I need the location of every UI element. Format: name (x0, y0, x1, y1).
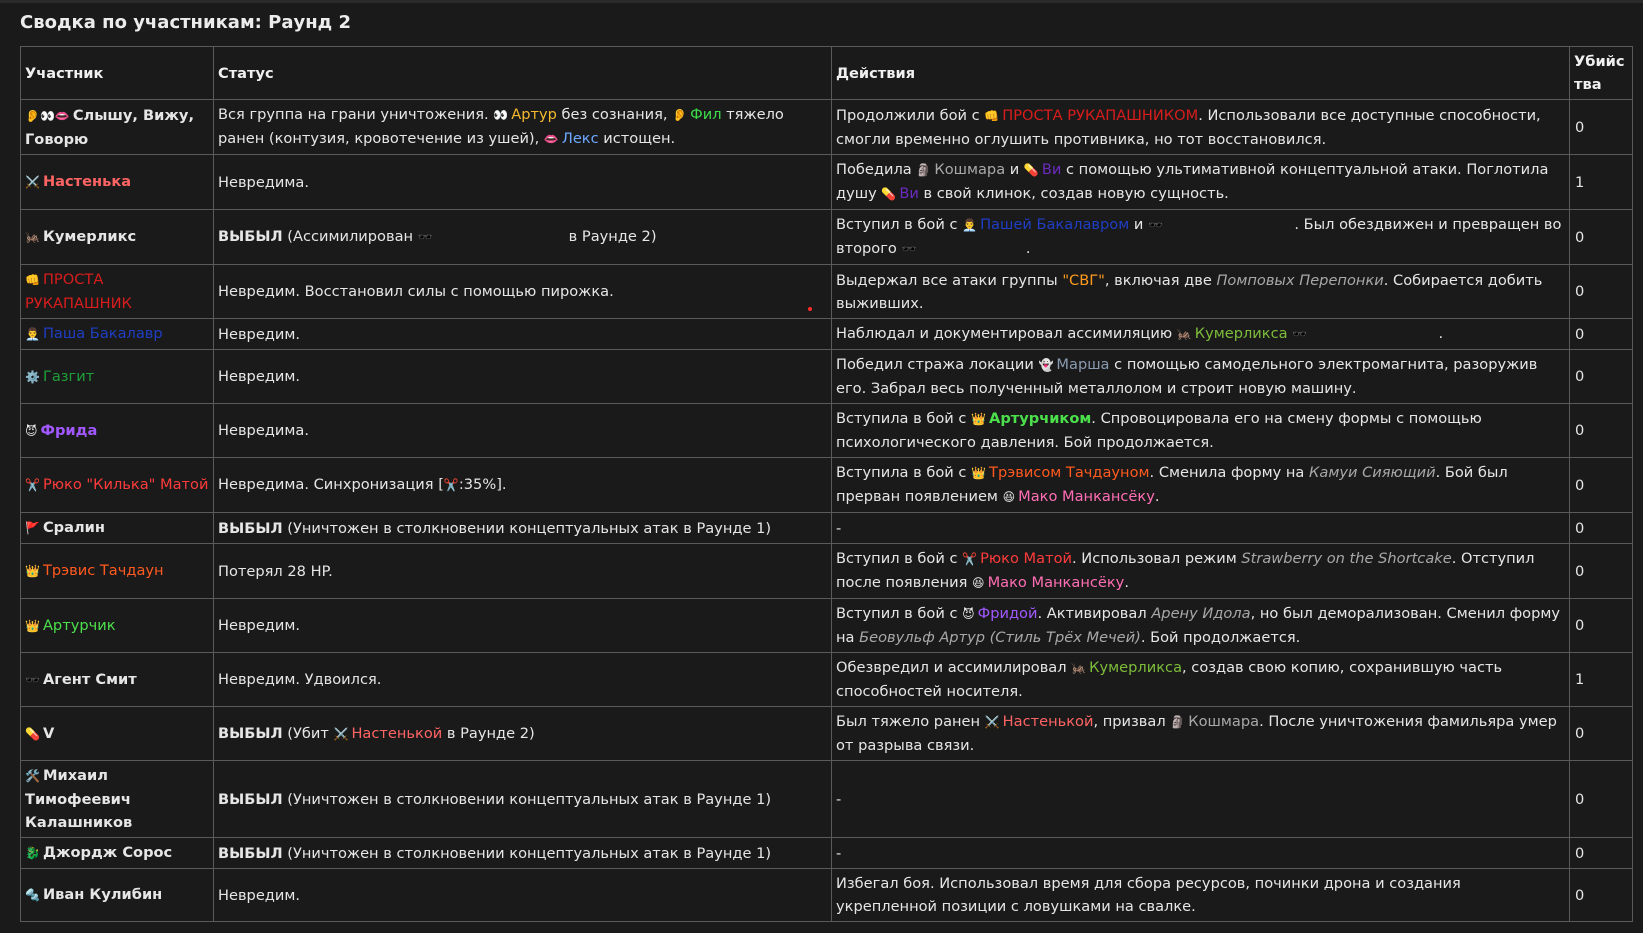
participant-name: Агент Смит (42, 670, 137, 688)
actions-text: . Бой был прерван появлением (836, 464, 1508, 505)
participant-name: Трэвис Тачдаун (42, 562, 164, 579)
table-row (21, 513, 1633, 544)
sunglasses-icon: 🕶️ (1148, 218, 1163, 232)
actions-text: . После уничтожения фамильяра умер от разрыва связи. (836, 713, 1557, 754)
top-divider (0, 0, 1643, 3)
cricket-icon: 🦗 (1071, 661, 1087, 675)
table-row (21, 155, 1633, 210)
fist-icon: 👊 (984, 108, 1000, 123)
status-text: в Раунде 2) (564, 228, 657, 245)
kills-cell: 0 (1570, 350, 1633, 404)
mention-nastenka: Настенькой (351, 724, 443, 742)
kills-cell: 1 (1570, 155, 1633, 210)
scissors-icon: ✂️ (962, 552, 978, 566)
actions-cell: - (832, 761, 1570, 838)
italic-term: Арену Идола (1151, 605, 1251, 622)
laughing-face-icon: 😆 (972, 576, 985, 590)
sunglasses-icon: 🕶️ (417, 230, 433, 244)
participant-cell (21, 761, 214, 838)
fist-icon: 👊 (25, 273, 40, 287)
actions-text: Вступил в бой с (836, 550, 963, 567)
mention-leks: Лекс (561, 130, 599, 147)
participant-cell (21, 350, 214, 404)
moai-icon: 🗿 (916, 163, 932, 177)
participant-cell (21, 599, 214, 653)
italic-term: Камуи Сияющий (1309, 464, 1436, 481)
mention-fil: Фил (690, 106, 722, 123)
mention-frida: Фридой (977, 605, 1038, 622)
actions-cell (832, 653, 1570, 707)
ear-icon: 👂 (672, 108, 688, 122)
mention-travis: Трэвисом Тачдауном (989, 464, 1150, 481)
eliminated-label: ВЫБЫЛ (218, 790, 283, 808)
participant-cell (21, 100, 214, 155)
crossed-swords-icon: ⚔️ (25, 175, 40, 189)
laughing-face-icon: 😆 (1002, 490, 1016, 504)
actions-text: , включая две (1104, 271, 1217, 289)
actions-text: и (1005, 161, 1024, 178)
participant-name: Кумерликс (42, 228, 137, 245)
status-text: тяжело ранен (контузия, кровотечение из ушей), (218, 106, 784, 147)
participant-name: Слышу, Вижу, Говорю (25, 106, 194, 148)
actions-cell (832, 707, 1570, 761)
status-cell: Невредим. Восстановил силы с помощью пирожка. (214, 265, 832, 319)
participant-cell (21, 458, 214, 513)
italic-term: Strawberry on the Shortcake (1241, 550, 1452, 567)
table-row (21, 350, 1633, 404)
actions-text: . Бой продолжается. (1140, 629, 1301, 646)
participant-name: Сралин (42, 519, 105, 536)
actions-cell (832, 458, 1570, 513)
actions-text: . Сменила форму на (1149, 464, 1310, 481)
kills-cell: 0 (1570, 100, 1633, 155)
actions-text: Продолжили бой с (836, 106, 985, 124)
mention-koshmar: Кошмара (934, 161, 1006, 178)
page-title: Сводка по участникам: Раунд 2 (20, 12, 351, 33)
table-row (21, 544, 1633, 599)
kills-cell: 0 (1570, 210, 1633, 265)
actions-cell (832, 210, 1570, 265)
header-kills: Убийства (1570, 47, 1633, 100)
status-cell (214, 707, 832, 761)
table-header-row (21, 47, 1633, 100)
red-flag-icon: 🚩 (25, 521, 40, 535)
participant-cell (21, 155, 214, 210)
actions-text: . Использовали все доступные способности, смогли временно оглушить противника, но тот восстановился. (836, 106, 1541, 148)
header-participant: Участник (21, 47, 214, 100)
participant-cell (21, 544, 214, 599)
actions-text: с помощью ультимативной концептуальной атаки. Поглотила душу (836, 161, 1549, 202)
actions-text: . Был обездвижен и превращен во второго (836, 216, 1562, 257)
mention-kumerlix: Кумерликса (1089, 659, 1183, 676)
actions-text: . (1025, 240, 1031, 257)
cricket-icon: 🦗 (25, 230, 40, 244)
kills-cell: 0 (1570, 869, 1633, 922)
crown-icon: 👑 (971, 466, 987, 480)
table-row (21, 599, 1633, 653)
participant-name: Джордж Сорос (42, 844, 173, 861)
crossed-swords-icon: ⚔️ (333, 726, 349, 741)
actions-text: Был тяжело ранен (836, 713, 985, 730)
status-cell: Невредима. (214, 155, 832, 210)
status-text: (Уничтожен в столкновении концептуальных атак в Раунде 1) (282, 519, 772, 537)
table-row (21, 838, 1633, 869)
mention-marsha: Марша (1056, 356, 1110, 373)
status-cell: Невредим. (214, 599, 832, 653)
scissors-icon: ✂️ (443, 478, 459, 492)
actions-cell: Избегал боя. Использовал время для сбора ресурсов, починки дрона и создания укрепленной позиции с ловушками на свалке. (832, 869, 1570, 922)
actions-text: с помощью самодельного электромагнита, разоружив его. Забрал весь полученный металлолом и строит новую машину. (836, 356, 1538, 397)
mention-nastenka: Настенькой (1002, 713, 1094, 730)
participant-cell (21, 404, 214, 458)
status-text: Невредима. Синхронизация [ (218, 476, 444, 493)
mention-mako: Мако Манкансёку (1018, 488, 1155, 505)
status-cell: Потерял 28 HP. (214, 544, 832, 599)
sunglasses-icon: 🕶️ (901, 242, 917, 256)
header-actions: Действия (832, 47, 1570, 100)
gear-icon: ⚙️ (25, 369, 40, 384)
italic-term: Помповых Перепонки (1216, 271, 1384, 289)
kills-cell: 0 (1570, 761, 1633, 838)
italic-term: Беовульф Артур (Стиль Трёх Мечей) (859, 629, 1141, 646)
actions-text: . Активировал (1037, 605, 1152, 622)
crossed-swords-icon: ⚔️ (984, 715, 1000, 729)
status-cell: Невредима. (214, 404, 832, 458)
actions-text: Вступила в бой с (836, 410, 972, 427)
actions-text: . Собирается добить выживших. (836, 271, 1543, 312)
kills-cell: 0 (1570, 319, 1633, 350)
status-cell: Невредим. (214, 869, 832, 922)
actions-text: Наблюдал и документировал ассимиляцию (836, 325, 1177, 342)
status-text: (Ассимилирован (282, 228, 418, 245)
participant-cell (21, 653, 214, 707)
status-cell (214, 458, 832, 513)
devil-icon: 😈 (25, 423, 38, 438)
actions-text: Победил стража локации (836, 356, 1039, 373)
mention-kumerlix: Кумерликса (1194, 325, 1288, 342)
participant-name: Артурчик (42, 616, 116, 634)
participants-table (20, 46, 1633, 922)
status-cell: Невредим. Удвоился. (214, 653, 832, 707)
participant-cell (21, 210, 214, 265)
sunglasses-icon: 🕶️ (25, 672, 40, 687)
actions-text: . Использовал режим (1072, 550, 1242, 567)
eliminated-label: ВЫБЫЛ (218, 844, 283, 862)
kills-cell: 0 (1570, 404, 1633, 458)
pill-icon: 💊 (1023, 163, 1039, 177)
eliminated-label: ВЫБЫЛ (218, 228, 283, 245)
eyes-icon: 👀 (493, 108, 509, 122)
status-text: в Раунде 2) (442, 724, 535, 742)
participant-name: Паша Бакалавр (42, 325, 163, 342)
status-text: (Уничтожен в столкновении концептуальных атак в Раунде 1) (282, 844, 772, 862)
participant-name: Фрида (40, 421, 98, 439)
table-row (21, 653, 1633, 707)
kills-cell: 0 (1570, 707, 1633, 761)
header-status: Статус (214, 47, 832, 100)
participant-cell (21, 707, 214, 761)
actions-text: . (1124, 574, 1129, 591)
participant-cell (21, 838, 214, 869)
moai-icon: 🗿 (1170, 715, 1186, 729)
actions-text: . Отступил после появления (836, 550, 1535, 591)
mention-smith: Агента Смита (919, 240, 1026, 257)
status-cell (214, 210, 832, 265)
status-text: истощен. (598, 130, 676, 147)
mention-smith: Агентом Смитом (435, 228, 565, 245)
actions-text: Выдержал все атаки группы (836, 271, 1063, 289)
kills-cell: 0 (1570, 544, 1633, 599)
devil-icon: 😈 (962, 607, 975, 621)
participant-cell (21, 513, 214, 544)
crown-icon: 👑 (25, 618, 40, 633)
actions-cell: - (832, 838, 1570, 869)
participant-name: Газгит (42, 367, 95, 385)
participant-cell (21, 869, 214, 922)
table-row (21, 319, 1633, 350)
actions-text: Обезвредил и ассимилировал (836, 659, 1072, 676)
status-text: без сознания, (556, 106, 673, 123)
status-text: :35%]. (458, 476, 507, 493)
actions-text: Вступила в бой с (836, 464, 972, 481)
actions-text: , призвал (1093, 713, 1171, 730)
actions-text: , создав свою копию, сохранившую часть способностей носителя. (836, 659, 1503, 700)
dragon-icon: 🐉 (25, 846, 40, 860)
sunglasses-icon: 🕶️ (1292, 327, 1308, 341)
status-cell (214, 838, 832, 869)
office-worker-icon: 👨‍💼 (25, 327, 40, 341)
cricket-icon: 🦗 (1176, 327, 1192, 341)
mention-artur: Артур (511, 106, 557, 123)
pill-icon: 💊 (881, 187, 897, 201)
mention-svg: "СВГ" (1062, 271, 1105, 289)
status-text: (Убит (282, 724, 334, 742)
actions-cell (832, 319, 1570, 350)
mention-prosta: ПРОСТА РУКАПАШНИКОМ (1002, 106, 1199, 124)
participant-name: Настенька (42, 173, 132, 190)
participant-name: Иван Кулибин (42, 886, 163, 903)
status-cell: Невредим. (214, 350, 832, 404)
pill-icon: 💊 (25, 726, 40, 741)
table-row (21, 761, 1633, 838)
status-cell (214, 513, 832, 544)
ghost-icon: 👻 (1038, 358, 1054, 372)
actions-text: в свой клинок, создав новую сущность. (918, 185, 1229, 202)
tools-icon: 🛠️ (25, 769, 40, 783)
actions-cell (832, 100, 1570, 155)
actions-cell (832, 265, 1570, 319)
actions-text: , но был деморализован. Сменил форму на (836, 605, 1561, 646)
participant-name: V (42, 724, 55, 742)
table-row (21, 869, 1633, 922)
actions-cell (832, 404, 1570, 458)
mention-arturchik: Артурчиком (989, 410, 1092, 427)
actions-text: . (1438, 325, 1444, 342)
actions-text: Вступил в бой с (836, 605, 963, 622)
table-row (21, 210, 1633, 265)
kills-cell: 0 (1570, 599, 1633, 653)
cursor-marker (808, 307, 812, 311)
actions-cell (832, 155, 1570, 210)
actions-cell: - (832, 513, 1570, 544)
actions-text: Победила (836, 161, 917, 178)
status-text: Вся группа на грани уничтожения. (218, 106, 494, 123)
office-worker-icon: 👨‍💼 (962, 218, 978, 232)
status-cell: Невредим. (214, 319, 832, 350)
eliminated-label: ВЫБЫЛ (218, 724, 283, 742)
status-cell (214, 761, 832, 838)
participant-cell (21, 265, 214, 319)
kills-cell: 0 (1570, 458, 1633, 513)
actions-text: . Спровоцировала его на смену формы с помощью психологического давления. Бой продолжается. (836, 410, 1482, 451)
actions-text: Вступил в бой с (836, 216, 963, 233)
table-row (21, 404, 1633, 458)
kills-cell: 0 (1570, 265, 1633, 319)
participant-cell (21, 319, 214, 350)
status-text: (Уничтожен в столкновении концептуальных атак в Раунде 1) (282, 790, 772, 808)
actions-text: и (1129, 216, 1149, 233)
crown-icon: 👑 (25, 564, 40, 578)
mention-vi: Ви (899, 185, 919, 202)
participant-name: Михаил Тимофеевич Калашников (25, 767, 133, 831)
nut-bolt-icon: 🔩 (25, 888, 40, 902)
table-row (21, 265, 1633, 319)
actions-cell (832, 350, 1570, 404)
mouth-icon: 👄 (543, 132, 559, 146)
kills-cell: 0 (1570, 513, 1633, 544)
table-row (21, 707, 1633, 761)
table-row (21, 100, 1633, 155)
kills-cell: 0 (1570, 838, 1633, 869)
mention-koshmar: Кошмара (1188, 713, 1260, 730)
status-cell (214, 100, 832, 155)
eliminated-label: ВЫБЫЛ (218, 519, 283, 537)
mention-ryuko: Рюко Матой (980, 550, 1072, 567)
crown-icon: 👑 (971, 412, 987, 426)
table-row (21, 458, 1633, 513)
mention-vi: Ви (1041, 161, 1062, 178)
actions-cell (832, 544, 1570, 599)
mention-smith: Агентом Смитом (1310, 325, 1439, 342)
kills-cell: 1 (1570, 653, 1633, 707)
participant-name: ПРОСТА РУКАПАШНИК (25, 271, 132, 312)
ear-eyes-mouth-icon: 👂👀👄 (25, 108, 70, 123)
mention-smith: Агентом Смитом (1165, 216, 1295, 233)
actions-text: . (1154, 488, 1160, 505)
actions-cell (832, 599, 1570, 653)
scissors-icon: ✂️ (25, 478, 40, 492)
mention-pasha: Пашей Бакалавром (980, 216, 1130, 233)
mention-mako: Мако Манкансёку (987, 574, 1125, 591)
participant-name: Рюко "Килька" Матой (42, 476, 209, 493)
